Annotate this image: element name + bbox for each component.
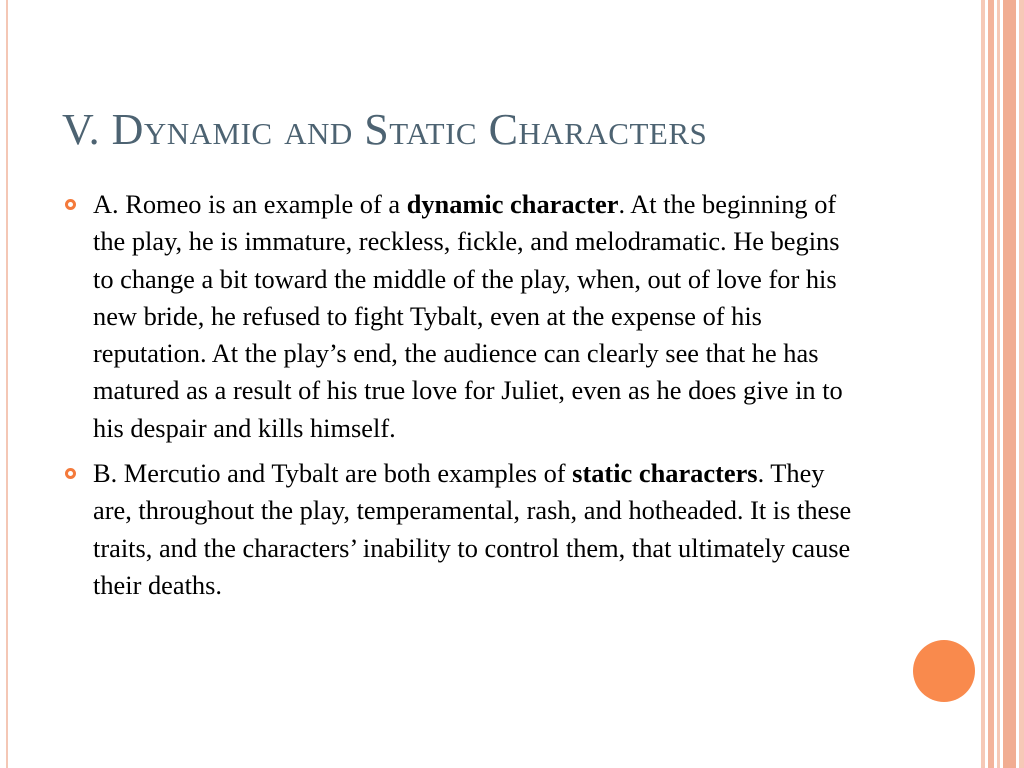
bullet-text-lead: B. Mercutio and Tybalt are both examples of [93,458,573,489]
bullet-text-rest: . At the beginning of the play, he is immature, reckless, fickle, and melodramatic. He begins to change a bit toward the middle of the play, when, out of love for his new bride, he refused to fight Tybalt, even at the expense of his reputation. At the play’s end, the audience can clearly see that he has matured as a result of his true love for Juliet, even as he does give in to his despair and kills himself. [93,189,843,443]
bullet-text [93,189,843,443]
slide-title: V. Dynamic and Static Characters [62,105,708,154]
bullet-term: dynamic character [406,189,619,219]
bullet-text [93,458,851,600]
bullet-list [62,186,862,612]
right-stripe [988,0,994,768]
bullet-text-rest: . They are, throughout the play, temperamental, rash, and hotheaded. It is these traits, and the characters’ inability to control them, that ultimately cause their deaths. [93,458,852,600]
bullet-circle-icon [65,199,76,210]
accent-circle [913,640,975,702]
bullet-item-dynamic [62,186,862,447]
bullet-term: static characters [572,458,758,489]
bullet-circle-icon [65,468,76,479]
right-stripe [981,0,985,768]
right-stripe [997,0,1000,768]
right-stripe [1003,0,1016,768]
left-border-line [6,0,8,768]
right-stripe [1019,0,1024,768]
bullet-item-static [62,455,862,604]
bullet-text-lead: A. Romeo is an example of a [93,189,407,219]
